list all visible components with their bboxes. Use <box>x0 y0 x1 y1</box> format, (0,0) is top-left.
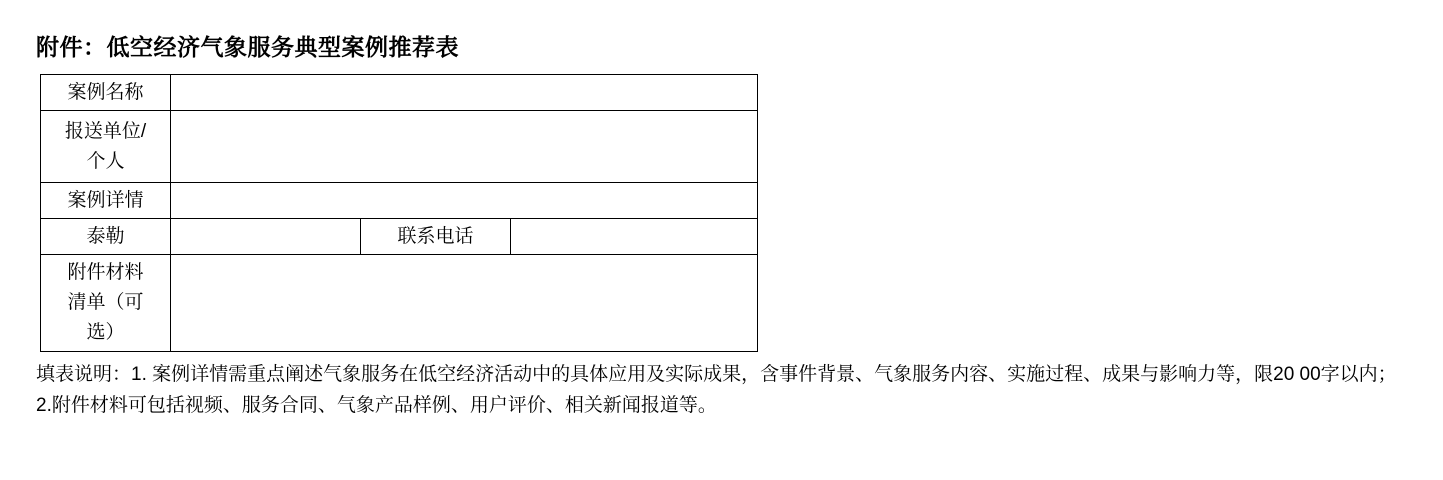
field-case-detail[interactable] <box>171 183 758 219</box>
table-row <box>41 183 758 219</box>
contact-person-value[interactable] <box>177 227 354 247</box>
table-row <box>41 255 758 352</box>
table-row <box>41 75 758 111</box>
label-contact-person: 泰勒 <box>41 219 171 255</box>
field-contact-phone[interactable] <box>511 219 758 255</box>
label-attachment-list-line2: 清单（可 <box>67 292 144 313</box>
case-name-value[interactable] <box>177 83 751 103</box>
submitting-unit-value[interactable] <box>177 137 751 157</box>
case-recommendation-form-table <box>40 74 758 352</box>
field-attachment-list[interactable] <box>171 255 758 352</box>
field-submitting-unit[interactable] <box>171 111 758 183</box>
form-note-line-1: 填表说明：1. 案例详情需重点阐述气象服务在低空经济活动中的具体应用及实际成果，含事件背景、气象服务内容、实施过程、成果与影响力等，限20 00字以内； <box>36 364 1397 385</box>
label-submitting-unit-line1: 报送单位/ <box>64 120 147 142</box>
form-note-line-2: 2.附件材料可包括视频、服务合同、气象产品样例、用户评价、相关新闻报道等。 <box>36 395 717 416</box>
field-case-name[interactable] <box>171 75 758 111</box>
label-attachment-list-line3: 选） <box>86 322 125 343</box>
case-detail-value[interactable] <box>177 191 751 211</box>
attachment-list-value[interactable] <box>177 293 751 313</box>
page-title: 附件：低空经济气象服务典型案例推荐表 <box>36 34 459 60</box>
table-row <box>41 111 758 183</box>
label-submitting-unit-line2: 个人 <box>86 150 125 172</box>
label-case-detail: 案例详情 <box>41 183 171 219</box>
label-submitting-unit <box>41 111 171 183</box>
field-contact-person[interactable] <box>171 219 361 255</box>
label-case-name: 案例名称 <box>41 75 171 111</box>
label-contact-phone: 联系电话 <box>361 219 511 255</box>
label-attachment-list <box>41 255 171 352</box>
form-notes <box>36 359 1416 421</box>
label-attachment-list-line1: 附件材料 <box>67 262 144 283</box>
contact-phone-value[interactable] <box>517 227 751 247</box>
table-row <box>41 219 758 255</box>
